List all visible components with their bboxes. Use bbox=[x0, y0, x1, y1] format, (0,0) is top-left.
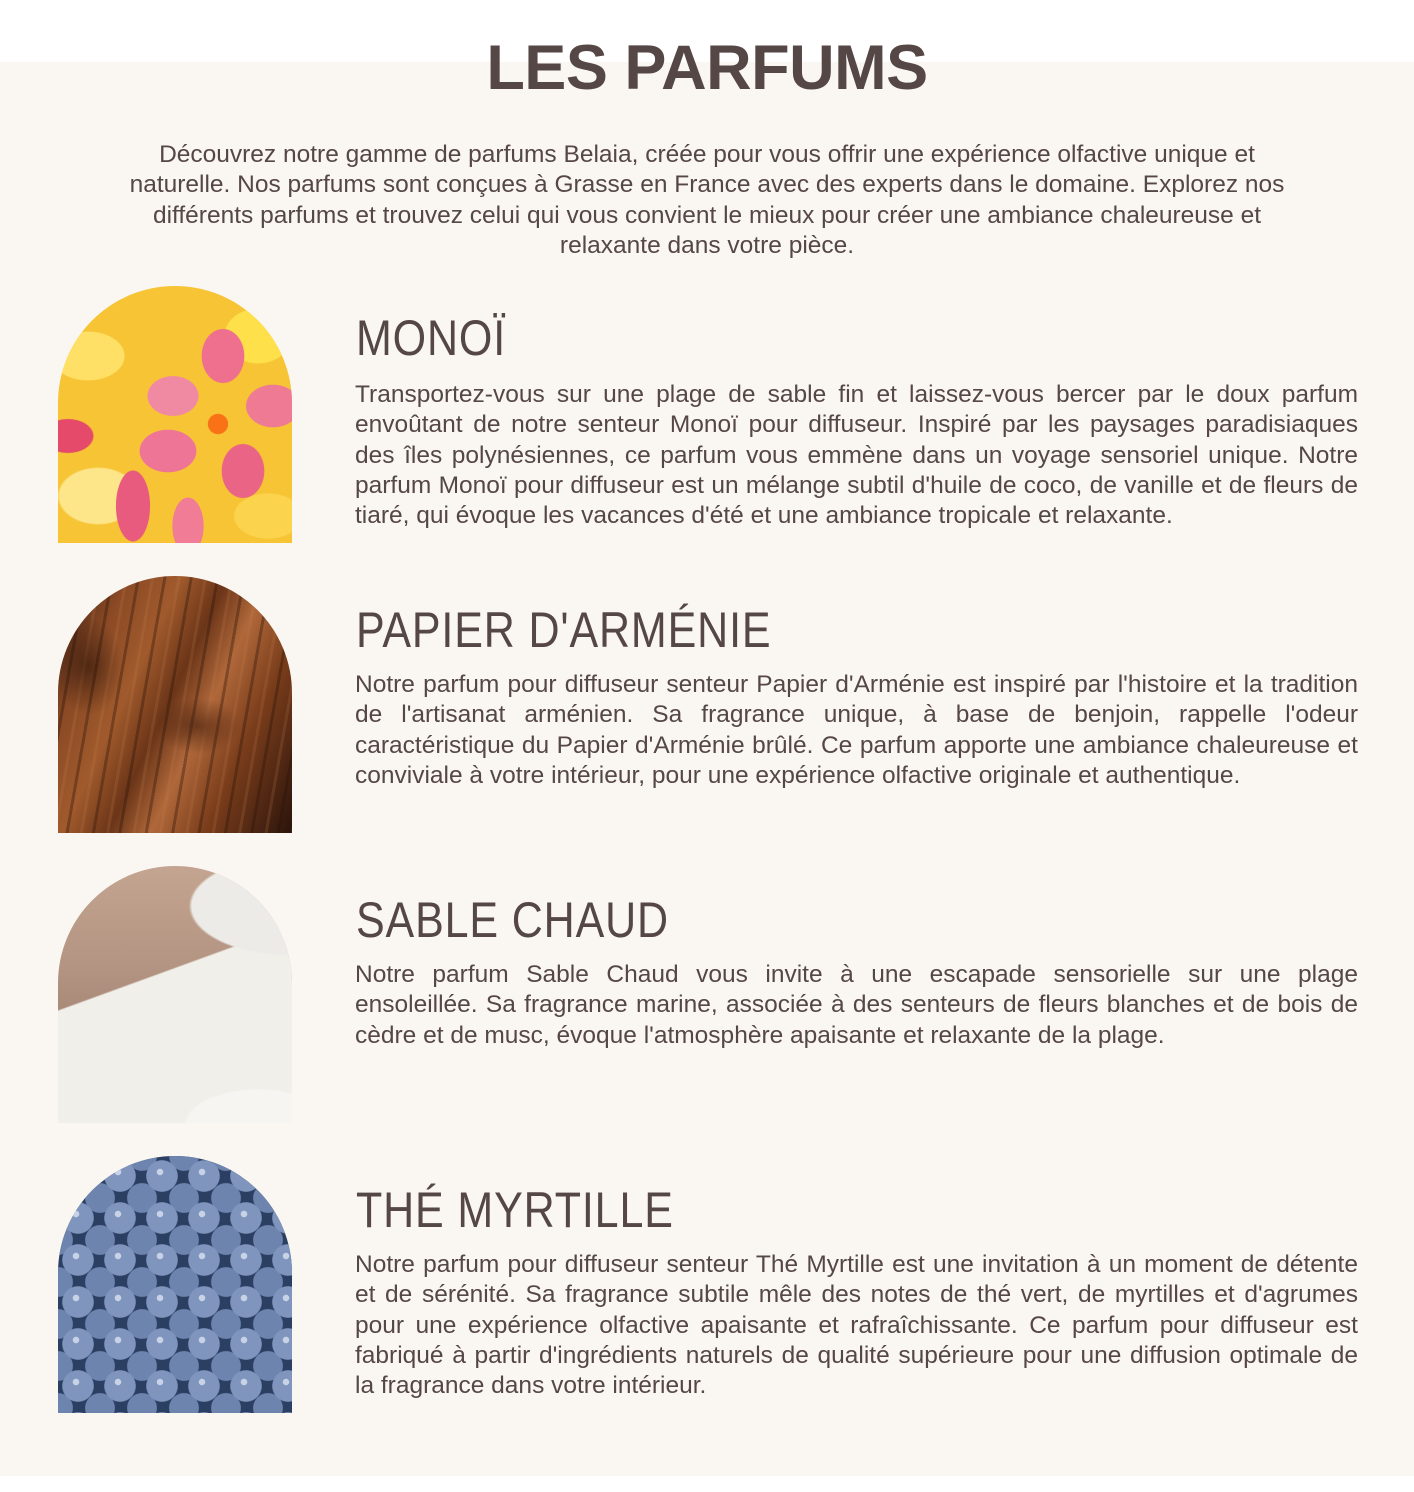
product-papier-armenie bbox=[0, 576, 1414, 866]
product-monoi bbox=[0, 286, 1414, 576]
frangipani-flowers-image bbox=[58, 286, 292, 543]
beach-sand-waves-image bbox=[58, 866, 292, 1123]
product-title: MONOÏ bbox=[356, 310, 507, 366]
intro-paragraph: Découvrez notre gamme de parfums Belaia, créée pour vous offrir une expérience olfactive unique et naturelle. Nos parfums sont conçues à Grasse en France avec des experts dans le domaine. Explorez nos différents parfums et trouvez celui qui vous convient le mieux pour créer une ambiance chaleureuse et relaxante dans votre pièce. bbox=[129, 141, 1285, 259]
product-description: Notre parfum Sable Chaud vous invite à une escapade sensorielle sur une plage ensoleillée. Sa fragrance marine, associée à des senteurs de fleurs blanches et de bois de cèdre et de musc, évoque l'atmosphère apaisante et relaxante de la plage. bbox=[355, 961, 1358, 1049]
product-description: Transportez-vous sur une plage de sable fin et laissez-vous bercer par le doux parfum envoûtant de notre senteur Monoï pour diffuseur. Inspiré par les paysages paradisiaques des îles polynésiennes, ce parfum vous emmène dans un voyage sensoriel unique. Notre parfum Monoï pour diffuseur est un mélange subtil d'huile de coco, de vanille et de fleurs de tiaré, qui évoque les vacances d'été et une ambiance tropicale et relaxante. bbox=[355, 381, 1358, 530]
product-title: PAPIER D'ARMÉNIE bbox=[356, 602, 772, 658]
product-title: THÉ MYRTILLE bbox=[356, 1182, 674, 1238]
product-the-myrtille bbox=[0, 1156, 1414, 1446]
product-sable-chaud bbox=[0, 866, 1414, 1156]
product-description: Notre parfum pour diffuseur senteur Papier d'Arménie est inspiré par l'histoire et la tradition de l'artisanat arménien. Sa fragrance unique, à base de benjoin, rappelle l'odeur caractéristique du Papier d'Arménie brûlé. Ce parfum apporte une ambiance chaleureuse et conviviale à votre intérieur, pour une expérience olfactive originale et authentique. bbox=[355, 671, 1358, 789]
wood-texture-image bbox=[58, 576, 292, 833]
product-description: Notre parfum pour diffuseur senteur Thé Myrtille est une invitation à un moment de détente et de sérénité. Sa fragrance subtile mêle des notes de thé vert, de myrtilles et d'agrumes pour une expérience olfactive apaisante et rafraîchissante. Ce parfum pour diffuseur est fabriqué à partir d'ingrédients naturels de qualité supérieure pour une diffusion optimale de la fragrance dans votre intérieur. bbox=[355, 1251, 1358, 1400]
page-title: LES PARFUMS bbox=[486, 33, 928, 103]
blueberries-image bbox=[58, 1156, 292, 1413]
product-title: SABLE CHAUD bbox=[356, 892, 669, 948]
